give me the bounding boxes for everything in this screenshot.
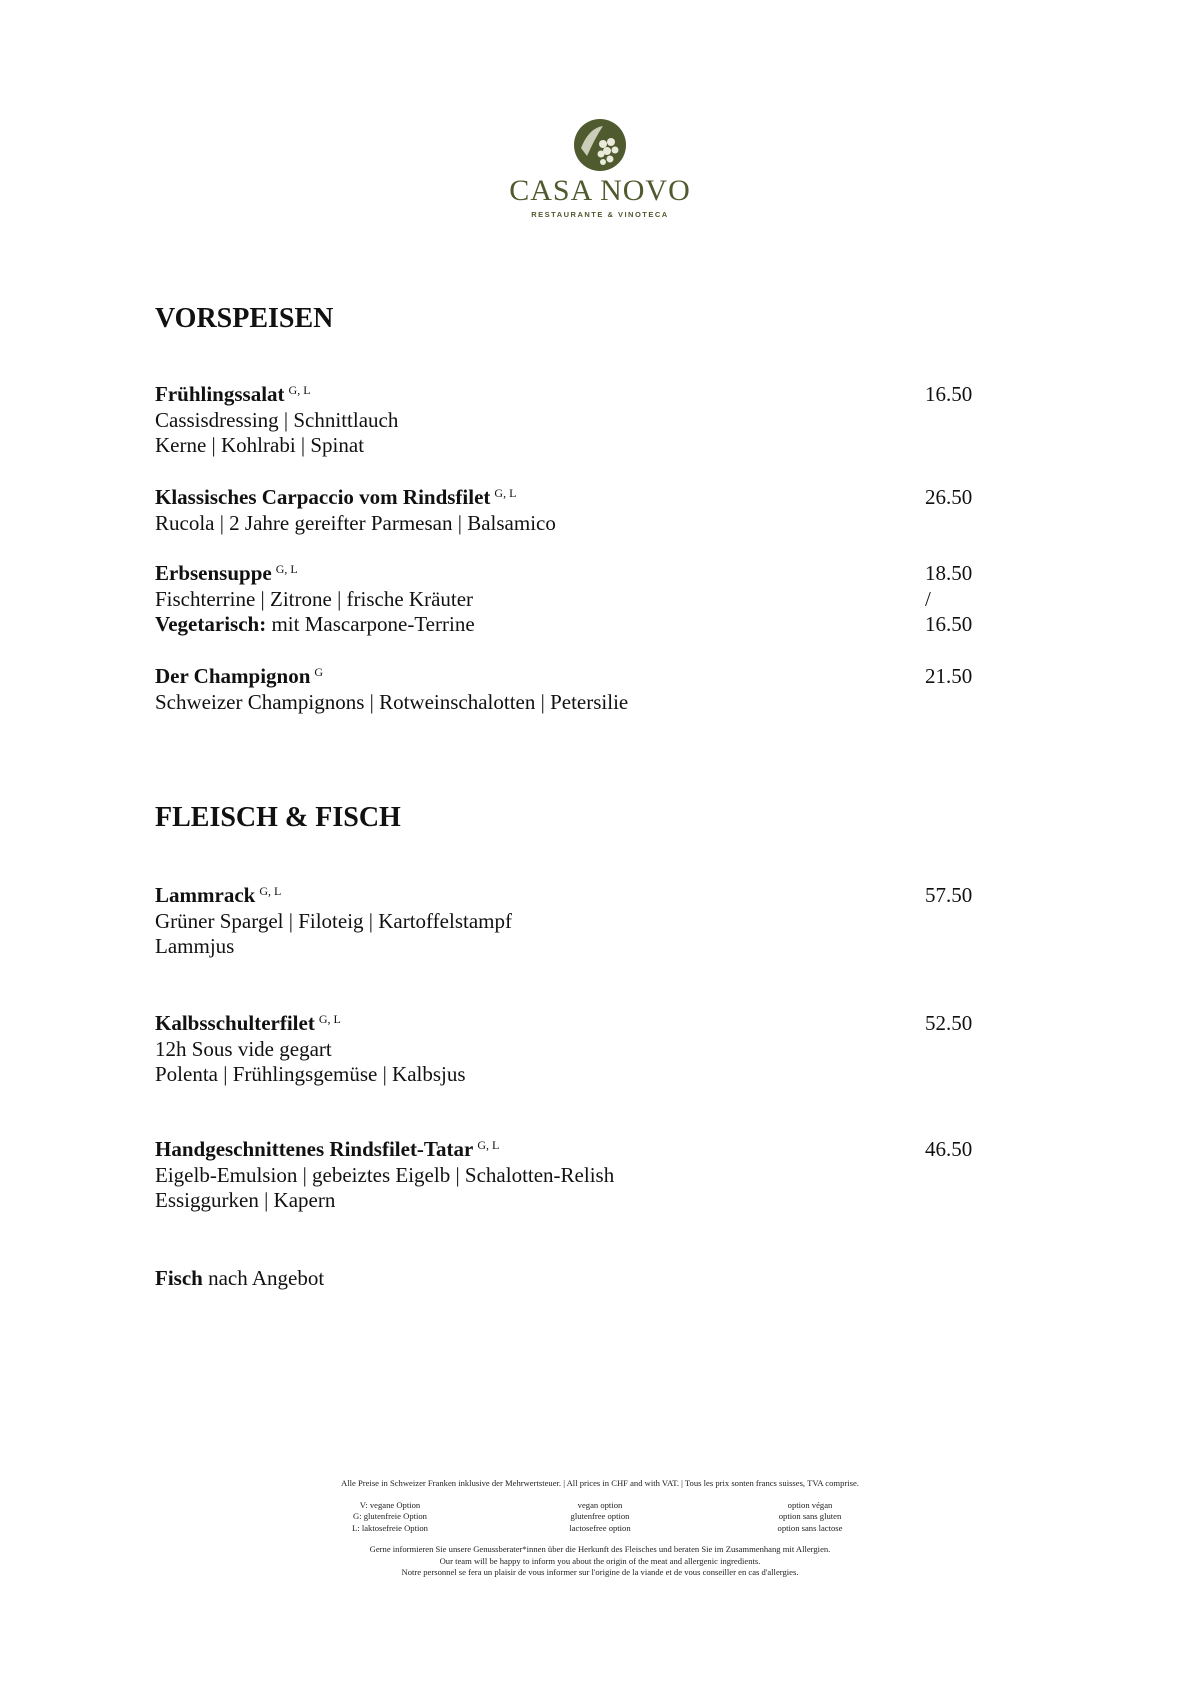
item-price: 46.50: [925, 1137, 973, 1161]
item-desc: Polenta | Frühlingsgemüse | Kalbsjus: [155, 1062, 466, 1086]
grape-leaf-logo-icon: [573, 118, 627, 172]
info-note: [0, 1544, 1200, 1579]
info-line: Notre personnel se fera un plaisir de vous informer sur l'origine de la viande et de vous conseiller en cas d'allergies.: [401, 1567, 799, 1577]
allergen-tags: G, L: [288, 383, 311, 397]
item-desc: Kerne | Kohlrabi | Spinat: [155, 433, 365, 457]
legend-line: option sans lactose: [777, 1522, 843, 1533]
legend-line: L: laktosefreie Option: [352, 1522, 428, 1533]
item-desc: Fischterrine | Zitrone | frische Kräuter: [155, 586, 474, 611]
info-line: Gerne informieren Sie unsere Genussberater*innen über die Herkunft des Fleisches und beraten Sie im Zusammenhang mit Allergien.: [369, 1544, 831, 1554]
legend-line: V: vegane Option: [359, 1499, 421, 1510]
allergen-tags: G, L: [477, 1138, 500, 1152]
allergen-tags: G, L: [318, 1012, 341, 1026]
item-desc: Grüner Spargel | Filoteig | Kartoffelstampf: [155, 908, 512, 933]
section-title-fleisch-fisch: FLEISCH & FISCH: [155, 802, 401, 833]
menu-item: [155, 664, 973, 715]
item-name: Erbsensuppe: [155, 561, 272, 585]
legend-line: G: glutenfreie Option: [353, 1511, 427, 1521]
brand-name: CASA NOVO: [509, 174, 691, 207]
menu-item: [155, 883, 973, 960]
price-note: Alle Preise in Schweizer Franken inklusive der Mehrwertsteuer. | All prices in CHF and with VAT. | Tous les prix sonten francs suisses, TVA comprise.: [341, 1478, 859, 1488]
legend-line: vegan option: [577, 1499, 623, 1510]
info-line: Our team will be happy to inform you about the origin of the meat and allergenic ingredients.: [439, 1555, 761, 1566]
fish-label: Fisch: [155, 1266, 203, 1290]
menu-item: [155, 1011, 973, 1088]
fish-text: nach Angebot: [202, 1266, 325, 1290]
item-name: Kalbsschulterfilet: [155, 1011, 315, 1035]
item-desc: Schweizer Champignons | Rotweinschalotten | Petersilie: [155, 689, 629, 714]
item-desc: Cassisdressing | Schnittlauch: [155, 407, 399, 432]
item-price: 18.50 / 16.50: [925, 561, 973, 636]
vegetarian-label: Vegetarisch:: [155, 612, 267, 636]
allergen-tags: G, L: [259, 884, 282, 898]
item-name: Handgeschnittenes Rindsfilet-Tatar: [155, 1137, 474, 1161]
item-desc: Lammjus: [155, 934, 235, 958]
item-desc: Eigelb-Emulsion | gebeiztes Eigelb | Schalotten-Relish: [155, 1162, 615, 1187]
allergen-tags: G: [314, 665, 324, 679]
item-price: 57.50: [925, 883, 973, 907]
legend-line: lactosefree option: [569, 1522, 631, 1533]
item-price: 16.50: [925, 382, 973, 406]
legend-line: option sans gluten: [778, 1511, 842, 1521]
item-price: 21.50: [925, 664, 973, 688]
legend-de: [285, 1500, 495, 1535]
item-desc: Essiggurken | Kapern: [155, 1188, 336, 1212]
item-name: Lammrack: [155, 883, 256, 907]
allergen-tags: G, L: [494, 486, 517, 500]
section-title-vorspeisen: VORSPEISEN: [155, 303, 334, 334]
menu-item: [155, 1137, 973, 1214]
item-name: Der Champignon: [155, 664, 311, 688]
logo: [0, 118, 1200, 219]
fish-note: [155, 1266, 955, 1292]
menu-item: [155, 561, 973, 638]
item-price: 52.50: [925, 1011, 973, 1035]
allergen-tags: G, L: [275, 562, 298, 576]
brand-subtitle: RESTAURANTE & VINOTECA: [531, 210, 669, 219]
item-name: Klassisches Carpaccio vom Rindsfilet: [155, 485, 491, 509]
item-desc: 12h Sous vide gegart: [155, 1036, 332, 1061]
menu-item: [155, 382, 973, 459]
vegetarian-desc: mit Mascarpone-Terrine: [266, 612, 475, 636]
item-price: 26.50: [925, 485, 973, 509]
legend-line: option végan: [787, 1499, 833, 1510]
legend-fr: [705, 1500, 915, 1535]
menu-item: [155, 485, 973, 536]
footer: [0, 1478, 1200, 1579]
legend-en: [495, 1500, 705, 1535]
item-name: Frühlingssalat: [155, 382, 285, 406]
legend-line: glutenfree option: [570, 1511, 630, 1521]
item-desc: Rucola | 2 Jahre gereifter Parmesan | Balsamico: [155, 510, 556, 535]
